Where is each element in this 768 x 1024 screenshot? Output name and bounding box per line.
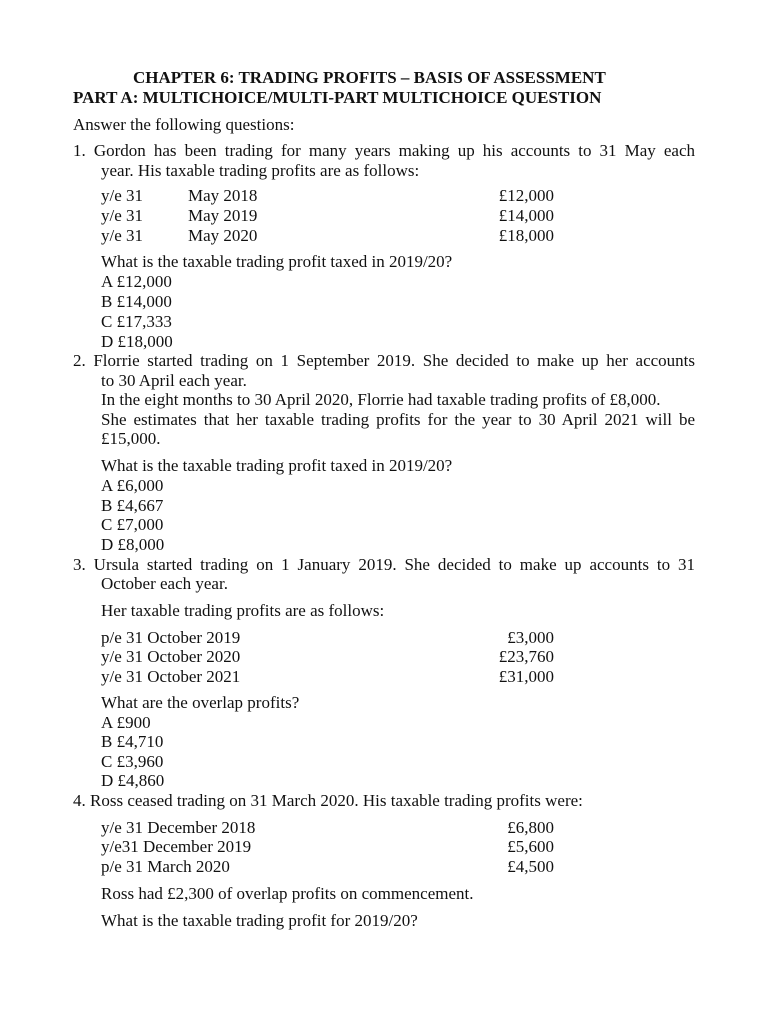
- q4-row3-amount: £4,500: [507, 857, 554, 876]
- q3-line2: October each year.: [101, 574, 228, 593]
- q1-row2-period: May 2019: [188, 206, 258, 225]
- q1-line1: 1. Gordon has been trading for many years making up his accounts to 31 May each: [73, 141, 695, 160]
- q1-row2-label: y/e 31: [101, 206, 144, 225]
- q1-row2-amount: £14,000: [498, 206, 554, 225]
- q1-row1-label: y/e 31: [101, 186, 144, 205]
- q3-option-a: A £900: [101, 713, 151, 732]
- part-title: PART A: MULTICHOICE/MULTI-PART MULTICHOICE QUESTION: [73, 88, 602, 107]
- q2-line4: She estimates that her taxable trading profits for the year to 30 April 2021 will be: [101, 410, 695, 429]
- q1-line2: year. His taxable trading profits are as follows:: [101, 161, 420, 180]
- q4-row1-label: y/e 31 December 2018: [101, 818, 256, 837]
- q4-row2-label: y/e31 December 2019: [101, 837, 252, 856]
- q2-line5: £15,000.: [101, 429, 161, 448]
- q1-row3-period: May 2020: [188, 226, 258, 245]
- q3-row1-amount: £3,000: [507, 628, 554, 647]
- q3-question: What are the overlap profits?: [101, 693, 300, 712]
- q4-row3-label: p/e 31 March 2020: [101, 857, 230, 876]
- q3-option-b: B £4,710: [101, 732, 164, 751]
- q2-option-a: A £6,000: [101, 476, 164, 495]
- q3-row3-label: y/e 31 October 2021: [101, 667, 241, 686]
- q2-line1: 2. Florrie started trading on 1 September 2019. She decided to make up her accounts: [73, 351, 695, 370]
- q2-line2: to 30 April each year.: [101, 371, 247, 390]
- q3-row2-label: y/e 31 October 2020: [101, 647, 241, 666]
- q1-option-c: C £17,333: [101, 312, 172, 331]
- q4-question: What is the taxable trading profit for 2019/20?: [101, 911, 418, 930]
- q3-option-c: C £3,960: [101, 752, 164, 771]
- q1-option-a: A £12,000: [101, 272, 172, 291]
- q2-option-b: B £4,667: [101, 496, 164, 515]
- q1-question: What is the taxable trading profit taxed in 2019/20?: [101, 252, 453, 271]
- q3-row3-amount: £31,000: [498, 667, 554, 686]
- q3-option-d: D £4,860: [101, 771, 165, 790]
- q3-row1-label: p/e 31 October 2019: [101, 628, 241, 647]
- q4-note: Ross had £2,300 of overlap profits on commencement.: [101, 884, 474, 903]
- q1-row3-label: y/e 31: [101, 226, 144, 245]
- q1-row1-amount: £12,000: [498, 186, 554, 205]
- q1-row3-amount: £18,000: [498, 226, 554, 245]
- intro-text: Answer the following questions:: [73, 115, 295, 134]
- q4-line1: 4. Ross ceased trading on 31 March 2020. His taxable trading profits were:: [73, 791, 583, 810]
- q3-row2-amount: £23,760: [498, 647, 554, 666]
- q1-option-b: B £14,000: [101, 292, 172, 311]
- chapter-title: CHAPTER 6: TRADING PROFITS – BASIS OF ASSESSMENT: [133, 68, 606, 87]
- q4-row2-amount: £5,600: [507, 837, 554, 856]
- q2-option-d: D £8,000: [101, 535, 165, 554]
- q2-option-c: C £7,000: [101, 515, 164, 534]
- q3-line3: Her taxable trading profits are as follows:: [101, 601, 385, 620]
- q1-option-d: D £18,000: [101, 332, 173, 351]
- q3-line1: 3. Ursula started trading on 1 January 2019. She decided to make up accounts to 31: [73, 555, 695, 574]
- q2-question: What is the taxable trading profit taxed in 2019/20?: [101, 456, 453, 475]
- q4-row1-amount: £6,800: [507, 818, 554, 837]
- q1-row1-period: May 2018: [188, 186, 258, 205]
- q2-line3: In the eight months to 30 April 2020, Florrie had taxable trading profits of £8,000.: [101, 390, 661, 409]
